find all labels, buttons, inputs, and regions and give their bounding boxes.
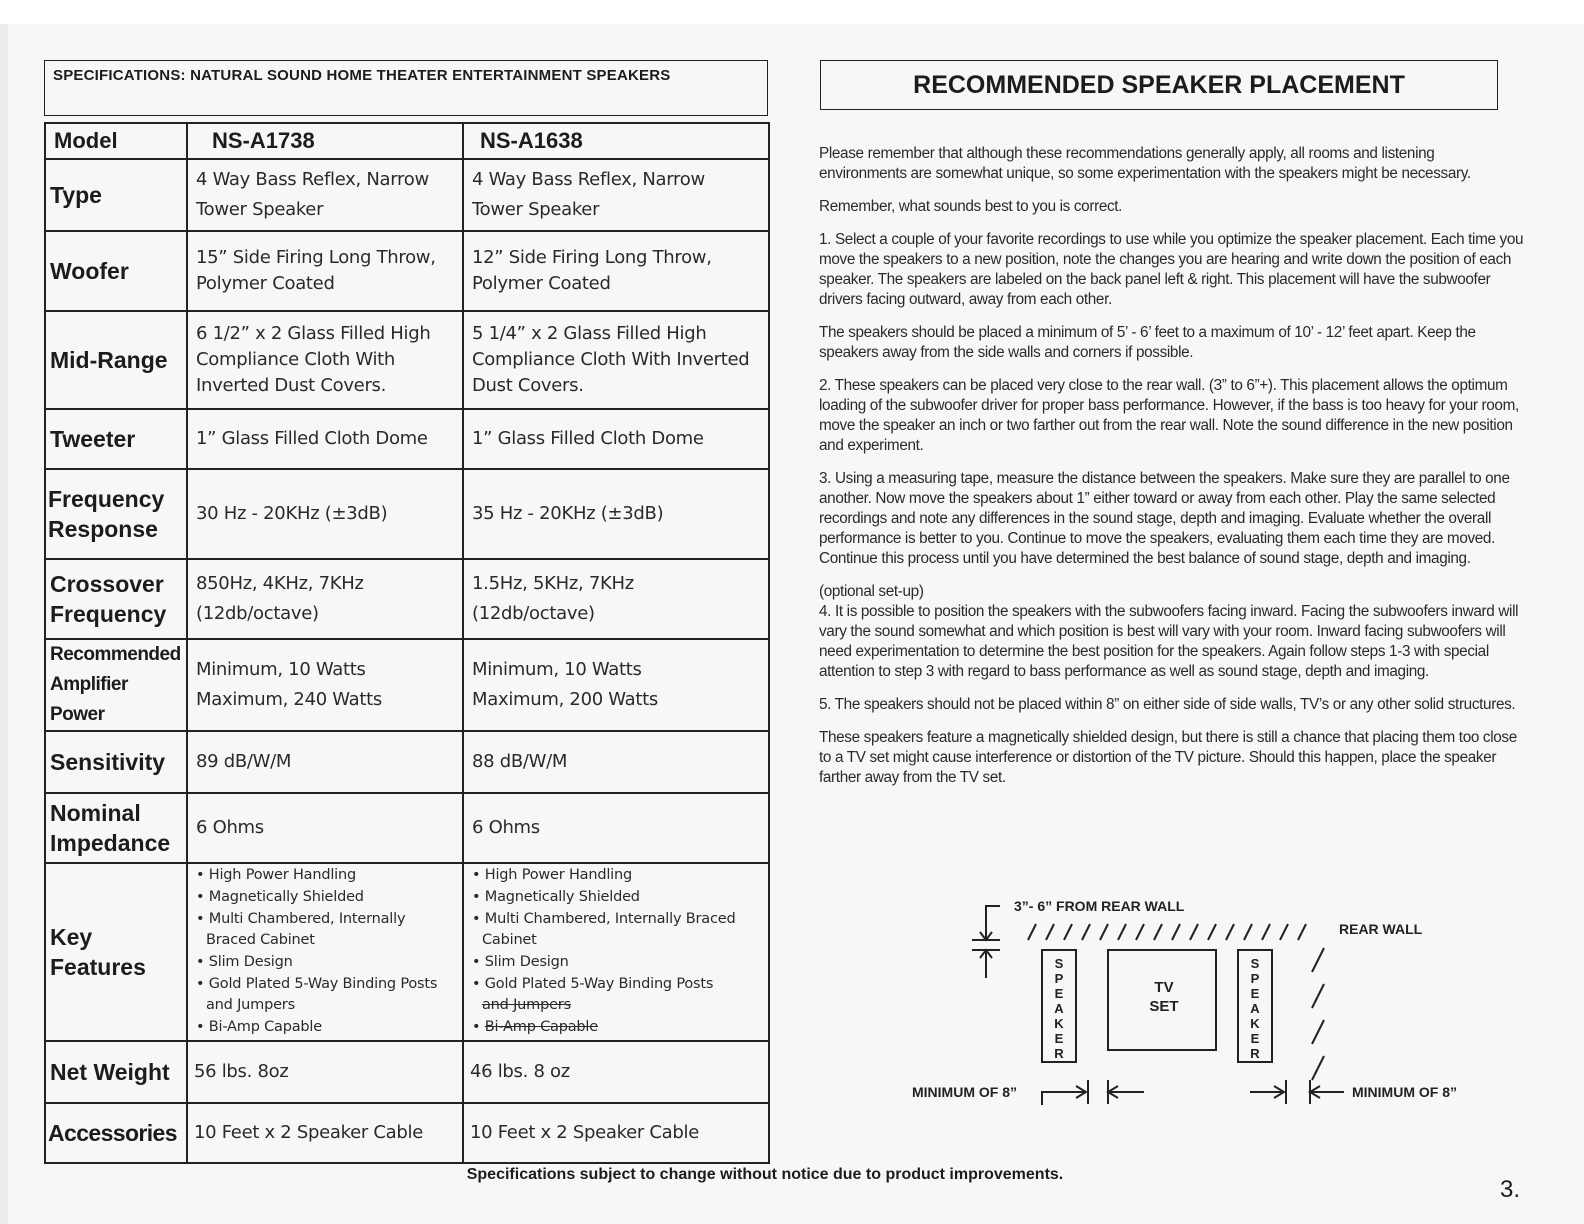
row-value-a: 30 Hz - 20KHz (±3dB) (187, 469, 463, 559)
row-value-b: 1.5Hz, 5KHz, 7KHz (12db/octave) (463, 559, 769, 639)
rear-wall-hatching (1028, 924, 1306, 940)
row-label: Type (45, 159, 187, 231)
page-number: 3. (1500, 1176, 1521, 1203)
speaker-letter: K (1054, 1016, 1064, 1031)
paragraph: 3. Using a measuring tape, measure the distance between the speakers. Make sure they are parallel to one another. Now move the speakers about 1” either toward or away from each other. Play the same selected recordings and note any differences in the sound stage, depth and imaging. Evaluate whether the overall performance is better to you. Continue to move the speakers, evaluating them each time they are moved. Continue this process until you have determined the best balance of sound stage, depth and imaging. (819, 470, 1510, 567)
row-label: Accessories (45, 1103, 187, 1163)
list-item: • Bi-Amp Capable (196, 1017, 454, 1039)
top-margin (0, 0, 1584, 24)
left-speaker-label (1054, 956, 1064, 1061)
speaker-letter: P (1250, 971, 1260, 986)
features-list-b (463, 863, 769, 1041)
max-power-b: Maximum, 200 Watts (472, 689, 658, 710)
rear-gap-label: 3”- 6” FROM REAR WALL (1014, 898, 1185, 914)
row-value-a: 15” Side Firing Long Throw, Polymer Coated (187, 231, 463, 311)
speaker-letter: E (1054, 1031, 1064, 1046)
speaker-letter: S (1054, 956, 1064, 971)
row-value-a: 4 Way Bass Reflex, Narrow Tower Speaker (187, 159, 463, 231)
table-row (45, 469, 769, 559)
table-row (45, 793, 769, 863)
speaker-letter: E (1250, 1031, 1260, 1046)
list-item: • Gold Plated 5-Way Binding Posts and Jumpers (196, 974, 454, 1017)
paragraph: 1. Select a couple of your favorite recordings to use while you optimize the speaker placement. Each time you move the speakers to a new position, note the changes you are hearing and write down the position of each speaker. The speakers are labeled on the back panel left & right. This placement will have the subwoofer drivers facing outward, away from each other. (819, 231, 1524, 308)
row-label: Tweeter (45, 409, 187, 469)
list-item: • High Power Handling (472, 865, 760, 887)
paragraph: 2. These speakers can be placed very close to the rear wall. (3” to 6”+). This placement allows the optimum loading of the subwoofer driver for proper bass performance. However, if the bass is too heavy for your room, move the speaker an inch or two farther out from the rear wall. Note the sound difference in the new position and experiment. (819, 377, 1519, 454)
table-row (45, 1103, 769, 1163)
paragraph: 4. It is possible to position the speakers with the subwoofers facing inward. Facing the subwoofers inward will vary the sound somewhat and which position is best will vary with your room. Inward facing subwoofers will need experimentation to determine the best position for the speakers. Again follow steps 1-3 with special attention to step 3 with regard to bass performance as well as sound stage, depth and imaging. (819, 603, 1519, 680)
row-value-a: 56 lbs. 8oz (187, 1041, 463, 1103)
row-value-a: 6 Ohms (187, 793, 463, 863)
table-row (45, 409, 769, 469)
rear-wall-label: REAR WALL (1339, 921, 1423, 937)
min-arrow-left (1042, 1092, 1086, 1105)
row-value-b: 1” Glass Filled Cloth Dome (463, 409, 769, 469)
min-power-b: Minimum, 10 Watts (472, 659, 642, 680)
table-row (45, 231, 769, 311)
row-label: Key Features (45, 863, 187, 1041)
row-label: Frequency Response (45, 469, 187, 559)
row-value-a: 850Hz, 4KHz, 7KHz (12db/octave) (187, 559, 463, 639)
row-value-b: 88 dB/W/M (463, 731, 769, 793)
row-value-a: 6 1/2” x 2 Glass Filled High Compliance Cloth With Inverted Dust Covers. (187, 311, 463, 409)
table-row (45, 731, 769, 793)
speaker-letter: E (1250, 986, 1260, 1001)
list-item: • Magnetically Shielded (472, 887, 760, 909)
table-row (45, 559, 769, 639)
row-value-b (463, 639, 769, 731)
paragraph: Please remember that although these recommendations generally apply, all rooms and listening environments are somewhat unique, so some experimentation with the speakers might be necessary. (819, 145, 1471, 182)
row-label: Sensitivity (45, 731, 187, 793)
struck-text: and Jumpers (482, 997, 571, 1014)
table-row (45, 311, 769, 409)
table-row (45, 863, 769, 1041)
list-item: • Multi Chambered, Internally Braced Cabinet (472, 909, 760, 952)
right-speaker-label (1250, 956, 1260, 1061)
table-row (45, 639, 769, 731)
header-model-b: NS-A1638 (463, 123, 769, 159)
gap-bracket (986, 906, 1000, 940)
row-value-a (187, 639, 463, 731)
speaker-letter: R (1054, 1046, 1064, 1061)
min-right-label: MINIMUM OF 8” (1352, 1084, 1457, 1100)
paragraph: 5. The speakers should not be placed within 8” on either side of side walls, TV’s or any other solid structures. (819, 696, 1516, 713)
table-row (45, 159, 769, 231)
speaker-letter: S (1250, 956, 1260, 971)
struck-text: Bi-Amp Capable (484, 1019, 598, 1036)
row-value-b: 12” Side Firing Long Throw, Polymer Coated (463, 231, 769, 311)
list-item: • High Power Handling (196, 865, 454, 887)
row-value-b: 4 Way Bass Reflex, Narrow Tower Speaker (463, 159, 769, 231)
speaker-letter: A (1250, 1001, 1260, 1016)
row-value-a: 10 Feet x 2 Speaker Cable (187, 1103, 463, 1163)
tv-label-line2: SET (1149, 998, 1179, 1015)
row-value-b: 5 1/4” x 2 Glass Filled High Compliance Cloth With Inverted Dust Covers. (463, 311, 769, 409)
list-item: • Slim Design (196, 952, 454, 974)
struck-list-item: • Bi-Amp Capable (472, 1019, 598, 1036)
paragraph: The speakers should be placed a minimum of 5’ - 6’ feet to a maximum of 10’ - 12’ feet apart. Keep the speakers away from the side walls and corners if possible. (819, 324, 1476, 361)
header-model-a: NS-A1738 (187, 123, 463, 159)
row-label: Nominal Impedance (45, 793, 187, 863)
list-item: • Multi Chambered, Internally Braced Cabinet (196, 909, 454, 952)
row-label: Mid-Range (45, 311, 187, 409)
placement-diagram (900, 890, 1500, 1120)
min-power-a: Minimum, 10 Watts (196, 659, 366, 680)
paragraph: Remember, what sounds best to you is correct. (819, 198, 1123, 215)
side-wall-hatching (1312, 948, 1324, 1080)
list-item: • Magnetically Shielded (196, 887, 454, 909)
max-power-a: Maximum, 240 Watts (196, 689, 382, 710)
row-value-b: 35 Hz - 20KHz (±3dB) (463, 469, 769, 559)
speaker-letter: R (1250, 1046, 1260, 1061)
placement-body (819, 144, 1524, 801)
speaker-letter: P (1054, 971, 1064, 986)
list-item: • Slim Design (472, 952, 760, 974)
row-label: Woofer (45, 231, 187, 311)
footnote: Specifications subject to change without notice due to product improvements. (466, 1166, 1064, 1183)
speaker-letter: K (1250, 1016, 1260, 1031)
list-item: • Gold Plated 5-Way Binding Posts (472, 974, 760, 996)
header-model-label: Model (45, 123, 187, 159)
row-label: Crossover Frequency (45, 559, 187, 639)
page-edge (0, 24, 8, 1224)
row-value-b: 10 Feet x 2 Speaker Cable (463, 1103, 769, 1163)
paragraph: These speakers feature a magnetically shielded design, but there is still a chance that placing them too close to a TV set might cause interference or distortion of the TV picture. Should this happen, place the speaker farther away from the TV set. (819, 729, 1517, 786)
table-row (45, 1041, 769, 1103)
row-value-b: 6 Ohms (463, 793, 769, 863)
optional-label: (optional set-up) (819, 583, 924, 600)
row-label: Net Weight (45, 1041, 187, 1103)
row-value-a: 1” Glass Filled Cloth Dome (187, 409, 463, 469)
features-list-a (187, 863, 463, 1041)
speaker-letter: E (1054, 986, 1064, 1001)
table-header-row (45, 123, 769, 159)
min-left-label: MINIMUM OF 8” (912, 1084, 1017, 1100)
speaker-letter: A (1054, 1001, 1064, 1016)
row-label: Recommended Amplifier Power (45, 639, 187, 731)
tv-label-line1: TV (1154, 979, 1174, 996)
row-value-a: 89 dB/W/M (187, 731, 463, 793)
spec-table (44, 122, 770, 1164)
row-value-b: 46 lbs. 8 oz (463, 1041, 769, 1103)
placement-title: RECOMMENDED SPEAKER PLACEMENT (820, 60, 1498, 110)
spec-title: SPECIFICATIONS: NATURAL SOUND HOME THEATER ENTERTAINMENT SPEAKERS (44, 60, 768, 116)
